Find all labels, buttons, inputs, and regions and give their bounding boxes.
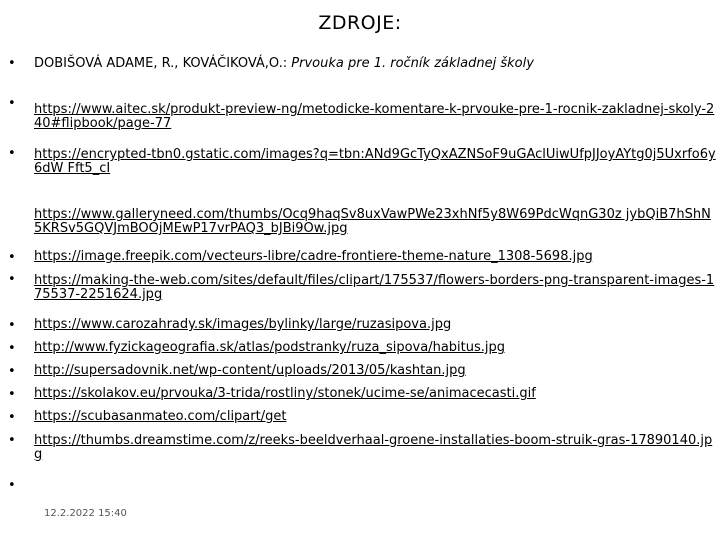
source-book-entry (34, 57, 716, 71)
link-text[interactable]: http://supersadovnik.net/wp-content/uploads/2013/05/kashtan.jpg (34, 363, 466, 378)
source-link-1[interactable] (34, 103, 716, 131)
link-text[interactable]: https://encrypted-tbn0.gstatic.com/images?q=tbn:ANd9GcTyQxAZNSoF9uGAclUiwUfpJJoyAYtg0j5Uxrfo6y6dW Fft5_cI (34, 147, 716, 176)
link-text[interactable]: https://image.freepik.com/vecteurs-libre/cadre-frontiere-theme-nature_1308-5698.jpg (34, 249, 593, 264)
source-link-10[interactable] (34, 410, 716, 424)
source-link-7[interactable] (34, 341, 716, 355)
link-text[interactable]: https://scubasanmateo.com/clipart/get (34, 409, 287, 424)
source-link-5[interactable] (34, 274, 716, 302)
source-link-8[interactable] (34, 364, 716, 378)
source-link-9[interactable] (34, 387, 716, 401)
bullet: • (8, 96, 16, 111)
link-text[interactable]: https://making-the-web.com/sites/default/files/clipart/175537/flowers-borders-png-transparent-images-175537-2251624.jpg (34, 273, 715, 302)
bullet: • (8, 250, 16, 265)
page-title: ZDROJE: (318, 12, 402, 34)
bullet: • (8, 364, 16, 379)
source-link-3[interactable] (34, 208, 716, 236)
bullet: • (8, 387, 16, 402)
link-text[interactable]: https://www.galleryneed.com/thumbs/Ocq9haqSv8uxVawPWe23xhNf5y8W69PdcWqnG30z jybQiB7hShN5KRSv5GQVJmBOOjMEwP17vrPAQ3_bJBi9Ow.jpg (34, 207, 711, 236)
link-text[interactable]: https://www.carozahrady.sk/images/bylinky/large/ruzasipova.jpg (34, 317, 452, 332)
source-link-11[interactable] (34, 434, 716, 462)
bullet: • (8, 478, 16, 493)
source-link-2[interactable] (34, 148, 716, 176)
bullet: • (8, 433, 16, 448)
bullet: • (8, 56, 16, 71)
source-link-4[interactable] (34, 250, 716, 264)
link-text[interactable]: http://www.fyzickageografia.sk/atlas/podstranky/ruza_sipova/habitus.jpg (34, 340, 506, 355)
bullet: • (8, 146, 16, 161)
bullet: • (8, 410, 16, 425)
source-book-title: Prvouka pre 1. ročník základnej školy (291, 56, 534, 71)
slide-date: 12.2.2022 15:40 (44, 508, 127, 519)
link-text[interactable]: https://skolakov.eu/prvouka/3-trida/rostliny/stonek/ucime-se/animacecasti.gif (34, 386, 536, 401)
link-text[interactable]: https://www.aitec.sk/produkt-preview-ng/metodicke-komentare-k-prvouke-pre-1-rocnik-zakladnej-skoly-240#flipbook/page-77 (34, 102, 715, 131)
bullet: • (8, 272, 16, 287)
source-book-authors: DOBIŠOVÁ ADAME, R., KOVÁČIKOVÁ,O.: (34, 56, 292, 71)
link-text[interactable]: https://thumbs.dreamstime.com/z/reeks-beeldverhaal-groene-installaties-boom-struik-gras-17890140.jpg (34, 433, 713, 462)
source-link-6[interactable] (34, 318, 716, 332)
bullet: • (8, 341, 16, 356)
bullet: • (8, 318, 16, 333)
